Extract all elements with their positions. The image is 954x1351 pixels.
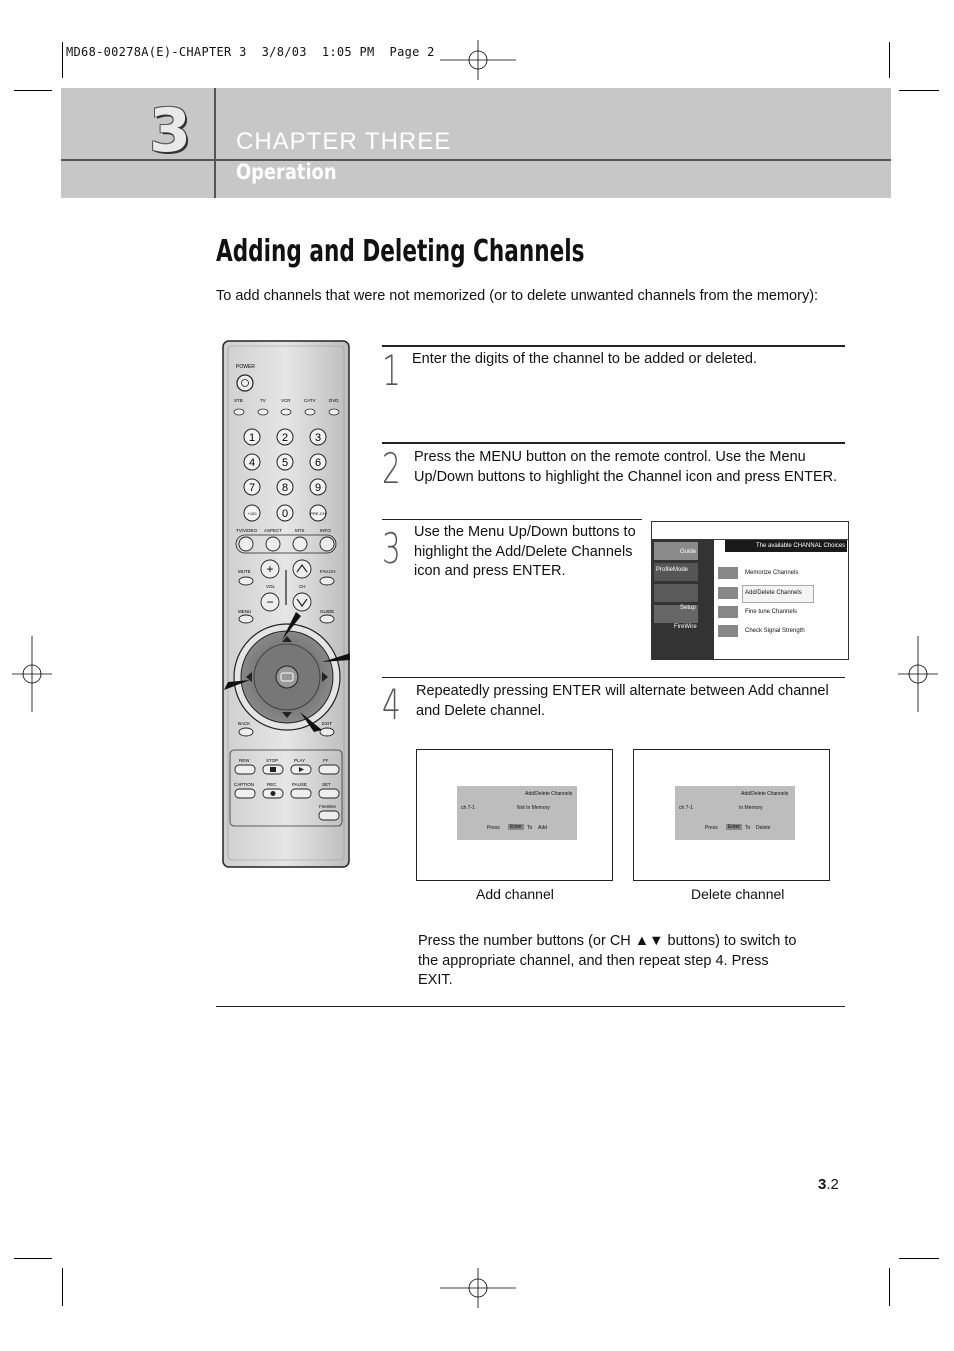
step-rule xyxy=(382,345,845,347)
registration-mark xyxy=(898,636,938,712)
screen-to: To xyxy=(745,825,751,831)
screen-title: Add/Delete Channels xyxy=(525,791,573,797)
menu-icon xyxy=(654,584,698,602)
menu-icon-label: Setup xyxy=(680,605,696,611)
digit-label: 7 xyxy=(248,482,256,494)
crop-mark xyxy=(14,90,52,91)
delete-channel-screen xyxy=(633,749,830,881)
menu-item: Add/Delete Channels xyxy=(745,590,802,596)
page-title: Adding and Deleting Channels xyxy=(216,234,585,269)
crop-mark xyxy=(62,42,63,78)
vol-label: VOL xyxy=(266,584,276,589)
power-label: POWER xyxy=(236,364,255,370)
step-rule xyxy=(382,677,845,678)
favch-label: FAV.CH xyxy=(320,569,336,574)
intro-text: To add channels that were not memorized (or to delete unwanted channels from the memory): xyxy=(216,288,819,304)
mute-label: MUTE xyxy=(238,569,251,574)
digit-label: 0 xyxy=(281,508,289,520)
screen-action: Add xyxy=(538,825,547,831)
menu-header: The available CHANNAL Choices xyxy=(756,543,846,549)
func-label: TV/VIDEO xyxy=(236,528,258,533)
digit-label: 6 xyxy=(314,457,322,469)
digit-label: 9 xyxy=(314,482,322,494)
delete-channel-caption: Delete channel xyxy=(691,886,785,902)
transport-label: FF xyxy=(323,758,329,763)
source-label: DVD xyxy=(329,398,339,403)
digit-label: 3 xyxy=(314,432,322,444)
chapter-subtitle: Operation xyxy=(236,160,337,184)
transport-label: REW xyxy=(239,758,250,763)
digit-label: 4 xyxy=(248,457,256,469)
final-note: Press the number buttons (or CH ▲▼ buttons) to switch to the appropriate channel, and then repeat step 4. Press EXIT. xyxy=(418,933,797,988)
crop-mark xyxy=(889,1268,890,1306)
add-channel-screen xyxy=(416,749,613,881)
exit-label: EXIT xyxy=(322,721,333,726)
chapter-number: 3 xyxy=(149,96,191,166)
step-number: 3 xyxy=(382,524,401,573)
page-index: .2 xyxy=(826,1176,839,1193)
step-rule xyxy=(382,519,642,520)
menu-item: Fine tune Channels xyxy=(745,609,798,615)
menu-icon-label: ProfileMode xyxy=(656,567,689,573)
ch-label: CH xyxy=(299,584,306,589)
func-label: ASPECT xyxy=(264,528,283,533)
guide-label: GUIDE xyxy=(320,609,335,614)
digit-label: +100 xyxy=(247,511,257,516)
registration-mark xyxy=(440,40,516,80)
page-chapter: 3 xyxy=(818,1176,827,1193)
func-label: INFO xyxy=(320,528,331,533)
func-label: MTS xyxy=(295,528,305,533)
screen-to: To xyxy=(527,825,533,831)
step-number: 4 xyxy=(382,680,401,729)
svg-text:+: + xyxy=(266,562,274,576)
screen-key: Enter xyxy=(510,824,522,830)
lower-label: CAPTION xyxy=(234,782,255,787)
transport-label: PLAY xyxy=(294,758,306,763)
add-channel-caption: Add channel xyxy=(476,886,554,902)
screen-press: Press xyxy=(487,825,500,831)
step-text: Enter the digits of the channel to be added or deleted. xyxy=(412,351,758,367)
menu-icon-label: Guide xyxy=(680,549,697,555)
screen-status: In Memory xyxy=(739,805,763,811)
crop-mark xyxy=(899,1258,939,1259)
menu-icon-label: FireWire xyxy=(674,624,697,630)
screen-key: Enter xyxy=(728,824,740,830)
digit-label: 2 xyxy=(281,432,289,444)
chapter-label: CHAPTER THREE xyxy=(236,128,452,155)
source-label: TV xyxy=(260,398,266,403)
crop-mark xyxy=(889,42,890,78)
lower-label: REC xyxy=(267,782,277,787)
section-rule xyxy=(216,1006,845,1007)
crop-mark xyxy=(899,90,939,91)
digit-label: 1 xyxy=(248,432,256,444)
screen-press: Press xyxy=(705,825,718,831)
step-number: 2 xyxy=(382,444,401,493)
source-label: CATV xyxy=(304,398,316,403)
svg-text:−: − xyxy=(266,595,274,609)
registration-mark xyxy=(12,636,52,712)
screen-channel: ch 7-1 xyxy=(461,805,475,811)
transport-label: STOP xyxy=(266,758,279,763)
screen-action: Delete xyxy=(756,825,771,831)
remote-control xyxy=(222,340,350,868)
power-button xyxy=(237,375,253,391)
channel-menu-screenshot xyxy=(651,521,849,660)
crop-mark xyxy=(62,1268,63,1306)
firewire-label: FireWire xyxy=(319,804,336,809)
digit-label: 8 xyxy=(281,482,289,494)
banner-divider xyxy=(214,88,216,198)
digit-label: 5 xyxy=(281,457,289,469)
menu-label: MENU xyxy=(238,609,252,614)
source-label: STB xyxy=(234,398,243,403)
screen-title: Add/Delete Channels xyxy=(741,791,789,797)
page-number xyxy=(818,1176,839,1193)
registration-mark xyxy=(440,1268,516,1308)
digit-label: PRE-CH xyxy=(310,511,326,516)
step-number: 1 xyxy=(382,346,401,395)
screen-status: Not In Memory xyxy=(517,805,550,811)
screen-channel: ch 7-1 xyxy=(679,805,693,811)
step-rule xyxy=(382,442,845,444)
source-label: VCR xyxy=(281,398,291,403)
lower-label: SET xyxy=(322,782,331,787)
lower-label: PAUSE xyxy=(292,782,307,787)
step-text: Use the Menu Up/Down buttons to highlight the Add/Delete Channels icon and press ENTER. xyxy=(414,524,636,579)
menu-item: Memorize Channels xyxy=(745,570,799,576)
step-text: Repeatedly pressing ENTER will alternate between Add channel and Delete channel. xyxy=(416,683,829,719)
print-slug: MD68-00278A(E)-CHAPTER 3 3/8/03 1:05 PM Page 2 xyxy=(66,45,435,59)
crop-mark xyxy=(14,1258,52,1259)
menu-item: Check Signal Strength xyxy=(745,628,805,634)
step-text: Press the MENU button on the remote control. Use the Menu Up/Down buttons to highlight the Channel icon and press ENTER. xyxy=(414,449,838,485)
back-label: BACK xyxy=(238,721,251,726)
